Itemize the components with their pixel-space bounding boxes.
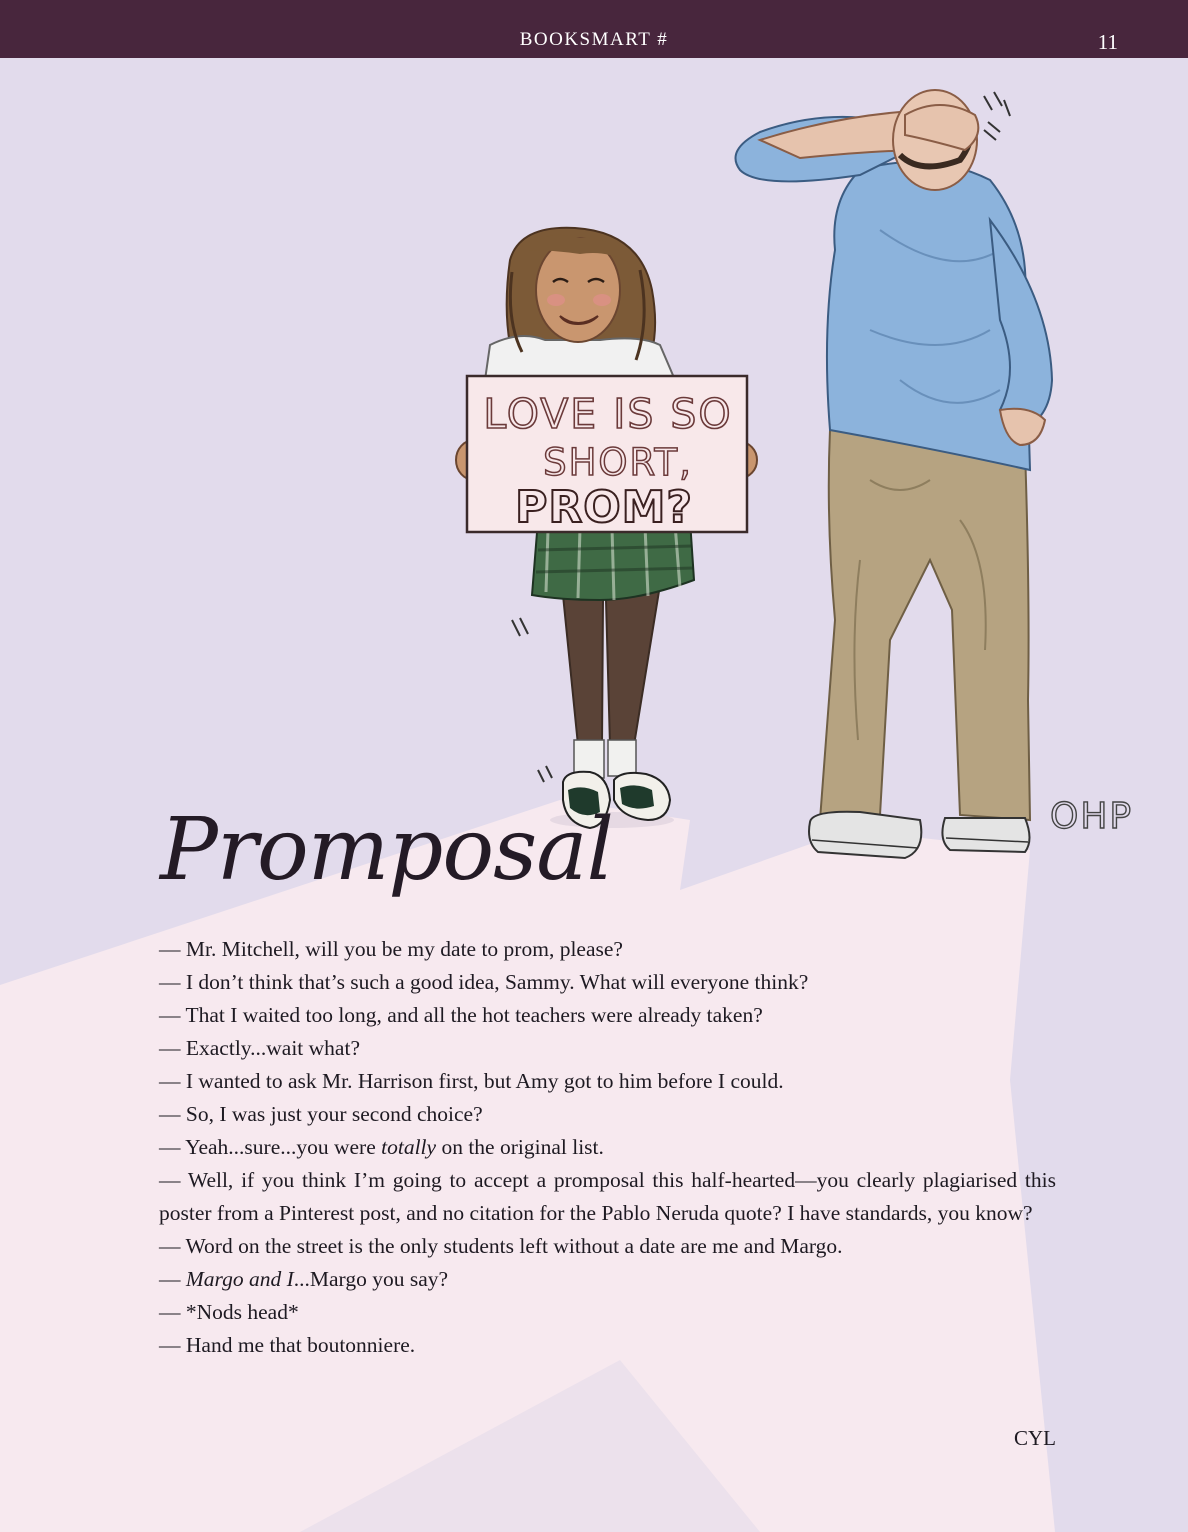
dialogue-line: — That I waited too long, and all the hot teachers were already taken? bbox=[159, 1003, 763, 1027]
artist-signature: OHP bbox=[1050, 796, 1134, 837]
dialogue-line: — Margo and I...Margo you say? bbox=[159, 1267, 449, 1291]
page-number: 11 bbox=[1097, 30, 1118, 54]
author-initials: CYL bbox=[1014, 1426, 1056, 1450]
sign-line-3: PROM? bbox=[515, 482, 693, 533]
dialogue-text bbox=[159, 933, 1056, 1362]
teacher-figure bbox=[736, 90, 1053, 858]
sign-line-2: SHORT, bbox=[543, 441, 693, 484]
dialogue-line: — I wanted to ask Mr. Harrison first, but Amy got to him before I could. bbox=[159, 1069, 784, 1093]
emphasis-text: totally bbox=[381, 1135, 437, 1159]
dialogue-line: — Yeah...sure...you were totally on the original list. bbox=[159, 1135, 604, 1159]
dialogue-line: — Hand me that boutonniere. bbox=[159, 1333, 416, 1357]
sign-line-1: LOVE IS SO bbox=[483, 390, 733, 438]
dialogue-line: — I don’t think that’s such a good idea, Sammy. What will everyone think? bbox=[159, 970, 809, 994]
dialogue-line: — Word on the street is the only students left without a date are me and Margo. bbox=[159, 1234, 843, 1258]
dialogue-line: — Exactly...wait what? bbox=[159, 1036, 360, 1060]
emphasis-text: Margo and I bbox=[185, 1267, 294, 1291]
dialogue-line: — Well, if you think I’m going to accept a promposal this half-hearted—you clearly plagiarised this poster from a Pinterest post, and no citation for the Pablo Neruda quote? I have standards, you know? bbox=[159, 1168, 1056, 1225]
article-title: Promposal bbox=[160, 800, 614, 900]
dialogue-line: — *Nods head* bbox=[159, 1300, 299, 1324]
dialogue-line: — Mr. Mitchell, will you be my date to prom, please? bbox=[159, 937, 623, 961]
girl-figure bbox=[456, 228, 757, 828]
dialogue-line: — So, I was just your second choice? bbox=[159, 1102, 483, 1126]
magazine-title: BOOKSMART # bbox=[519, 29, 669, 50]
